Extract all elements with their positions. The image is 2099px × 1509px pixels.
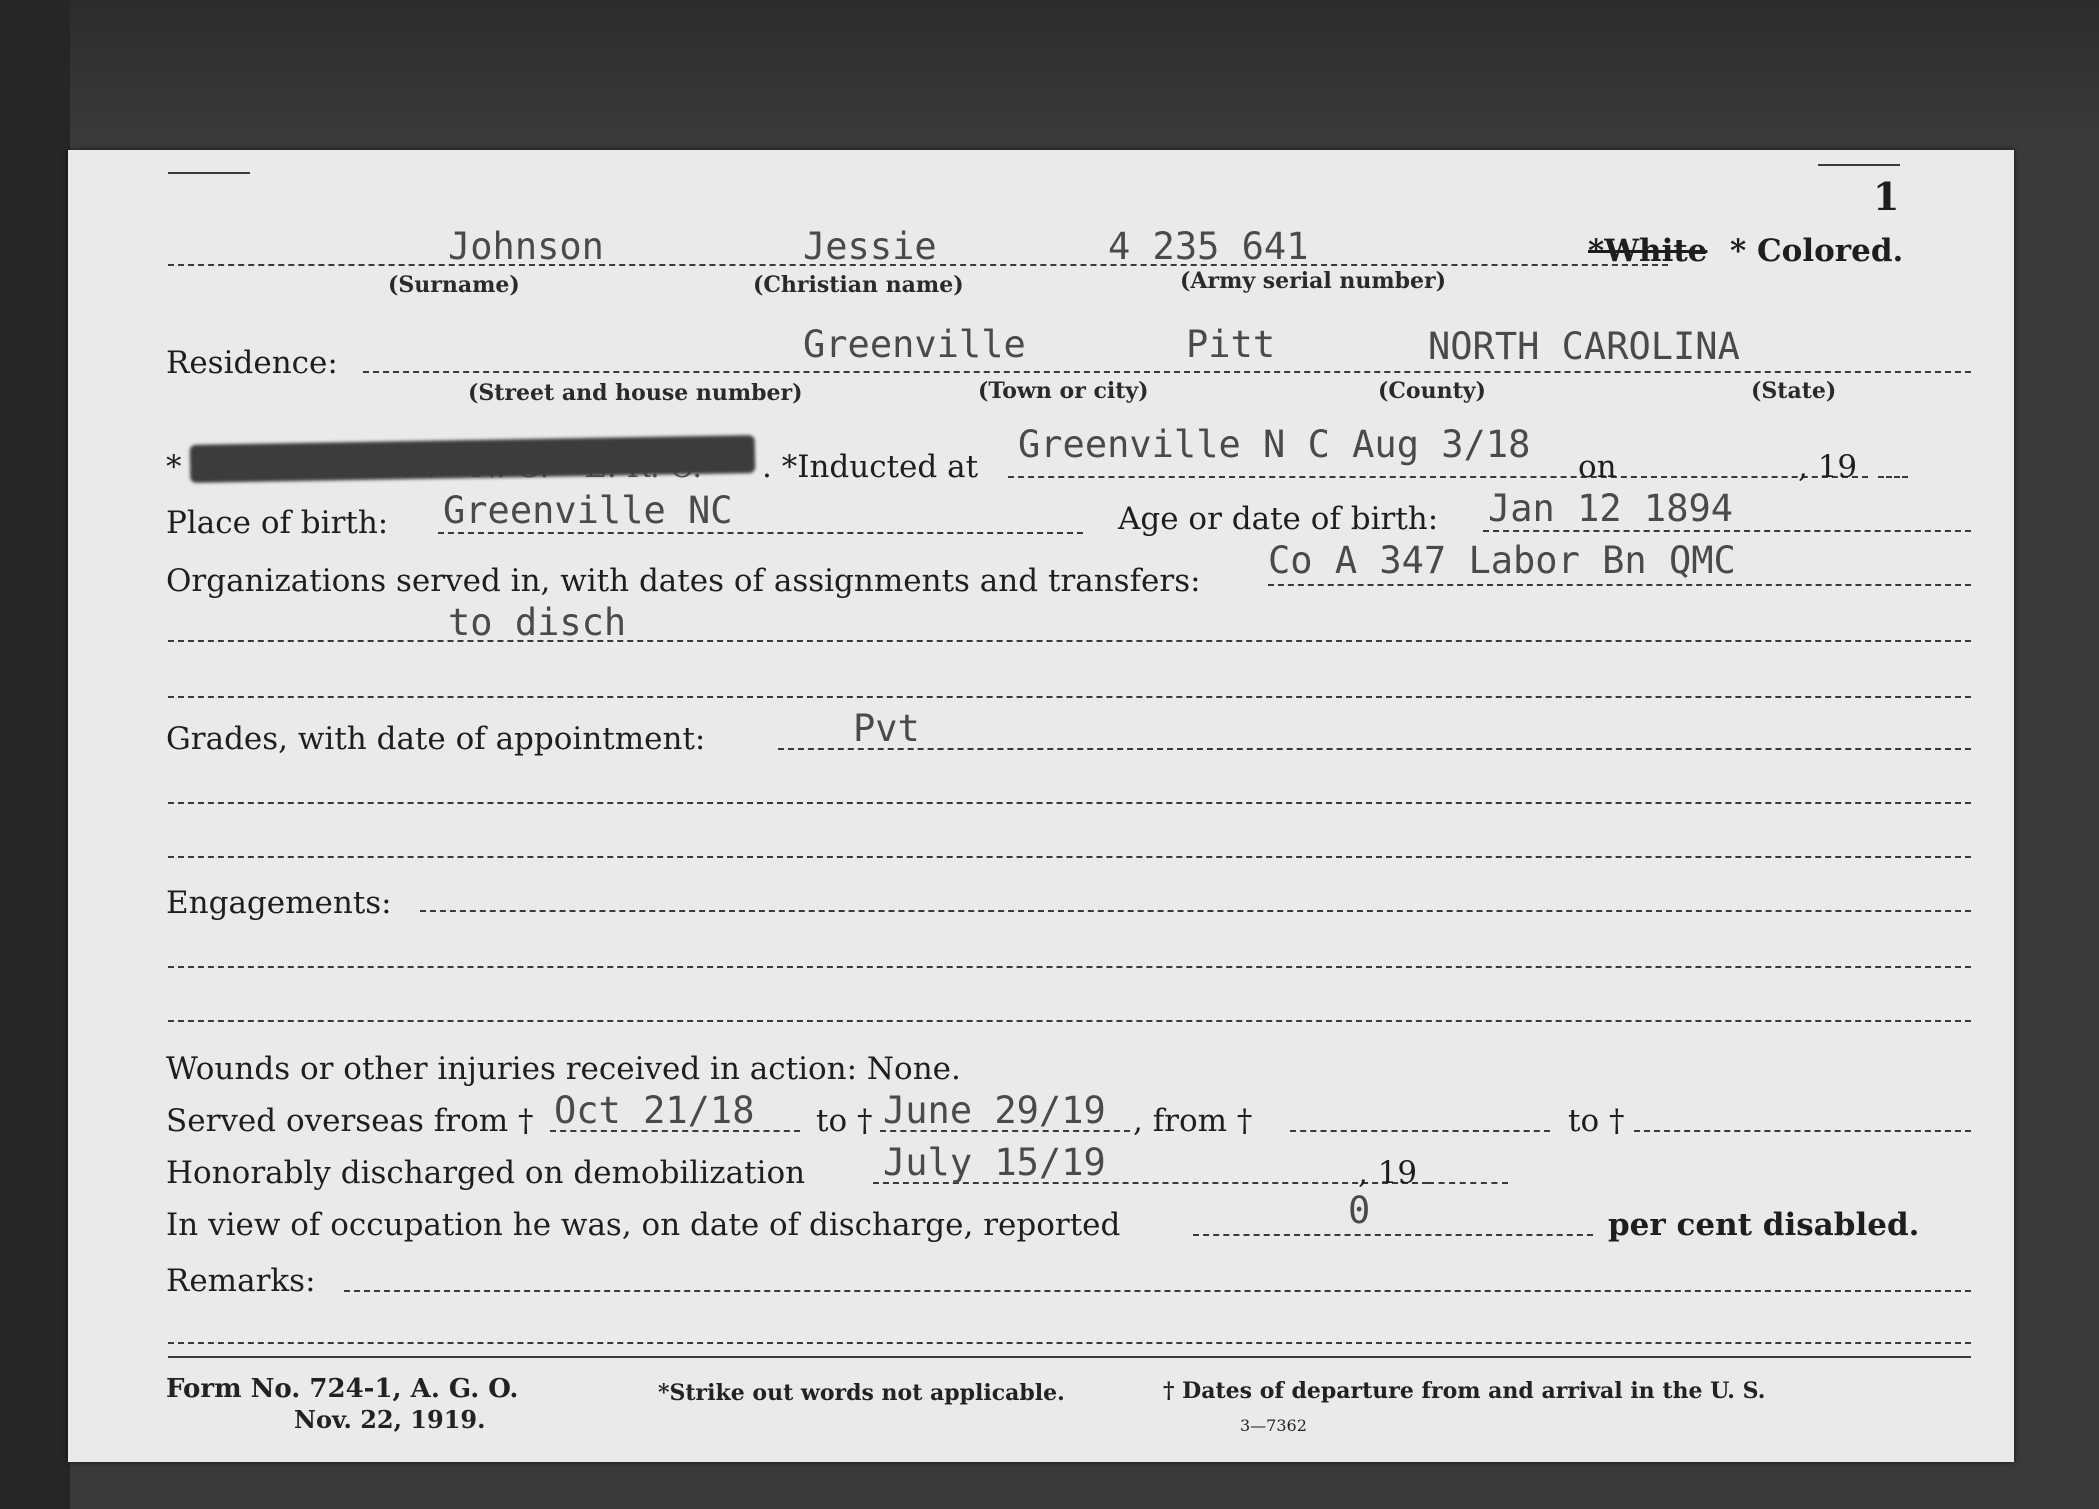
on-label: on	[1578, 449, 1617, 485]
age-value: Jan 12 1894	[1488, 487, 1734, 530]
inducted-year-line	[1878, 476, 1908, 478]
surname-caption: (Surname)	[388, 272, 520, 298]
county-caption: (County)	[1378, 378, 1486, 404]
organizations-line-2	[168, 640, 1971, 642]
engagements-line-1	[420, 910, 1971, 912]
engagements-line-2	[168, 966, 1971, 968]
overseas-to2-label: to †	[1568, 1103, 1625, 1139]
wounds-label: Wounds or other injuries received in action: None.	[166, 1051, 961, 1087]
overseas-to-label: to †	[816, 1103, 873, 1139]
birthplace-value: Greenville NC	[443, 489, 733, 532]
residence-label: Residence:	[166, 345, 338, 381]
birthplace-line	[438, 532, 1083, 534]
engagements-line-3	[168, 1020, 1971, 1022]
enlisted-asterisk: *	[166, 449, 182, 485]
race-white-struck: *White	[1588, 233, 1708, 269]
service-record-card	[68, 150, 2014, 1462]
organizations-value-1: Co A 347 Labor Bn QMC	[1268, 539, 1736, 582]
county-value: Pitt	[1186, 323, 1276, 366]
discharged-label: Honorably discharged on demobilization	[166, 1155, 806, 1191]
grades-value: Pvt	[853, 707, 920, 750]
disabled-value: 0	[1348, 1189, 1371, 1232]
inducted-label: . *Inducted at	[762, 449, 979, 485]
organizations-value-2: to disch	[448, 601, 627, 644]
strike-note: *Strike out words not applicable.	[658, 1380, 1065, 1406]
inducted-value: Greenville N C Aug 3/18	[1018, 423, 1531, 466]
age-label: Age or date of birth:	[1118, 501, 1439, 537]
inducted-line	[1008, 476, 1868, 478]
residence-line	[363, 371, 1971, 373]
christian-name-caption: (Christian name)	[753, 272, 964, 298]
grades-line-1	[778, 748, 1971, 750]
remarks-line-1	[344, 1290, 1971, 1292]
engagements-label: Engagements:	[166, 885, 392, 921]
organizations-line-1	[1268, 584, 1971, 586]
organizations-line-3	[168, 696, 1971, 698]
overseas-from-value: Oct 21/18	[554, 1089, 755, 1132]
disabled-line	[1193, 1234, 1593, 1236]
grades-line-3	[168, 856, 1971, 858]
overseas-to-value: June 29/19	[883, 1089, 1106, 1132]
footer-rule	[168, 1356, 1971, 1358]
serial-number-caption: (Army serial number)	[1180, 268, 1447, 294]
remarks-label: Remarks:	[166, 1263, 316, 1299]
discharged-year-label: , 19	[1358, 1155, 1418, 1191]
organizations-label: Organizations served in, with dates of assignments and transfers:	[166, 563, 1201, 599]
birthplace-label: Place of birth:	[166, 505, 389, 541]
state-caption: (State)	[1751, 378, 1837, 404]
town-caption: (Town or city)	[978, 378, 1149, 404]
overseas-from2-line	[1290, 1130, 1550, 1132]
corner-mark-left	[168, 172, 250, 174]
surname-value: Johnson	[448, 225, 604, 268]
form-date: Nov. 22, 1919.	[294, 1405, 486, 1434]
town-value: Greenville	[803, 323, 1026, 366]
scanner-background	[0, 0, 2099, 150]
grades-label: Grades, with date of appointment:	[166, 721, 706, 757]
race-colored: * Colored.	[1730, 233, 1904, 269]
card-number: 1	[1873, 174, 1900, 219]
overseas-to2-line	[1634, 1130, 1971, 1132]
disabled-label: In view of occupation he was, on date of discharge, reported	[166, 1207, 1121, 1243]
grades-line-2	[168, 802, 1971, 804]
print-code: 3—7362	[1240, 1416, 1307, 1435]
state-value: NORTH CAROLINA	[1428, 325, 1740, 368]
dates-note: † Dates of departure from and arrival in the U. S.	[1163, 1378, 1766, 1404]
street-caption: (Street and house number)	[468, 380, 803, 406]
remarks-line-2	[168, 1342, 1971, 1344]
overseas-from2-label: , from †	[1133, 1103, 1253, 1139]
disabled-suffix: per cent disabled.	[1608, 1207, 1920, 1243]
discharged-year-line	[1428, 1182, 1508, 1184]
serial-number-value: 4 235 641	[1108, 225, 1309, 268]
overseas-from-label: Served overseas from †	[166, 1103, 534, 1139]
inducted-year-label: , 19	[1798, 449, 1858, 485]
form-number: Form No. 724-1, A. G. O.	[166, 1374, 519, 1404]
discharged-value: July 15/19	[883, 1141, 1106, 1184]
corner-mark-right	[1818, 164, 1900, 166]
scanner-background-left	[0, 0, 70, 1509]
christian-name-value: Jessie	[803, 225, 937, 268]
age-line	[1483, 530, 1971, 532]
